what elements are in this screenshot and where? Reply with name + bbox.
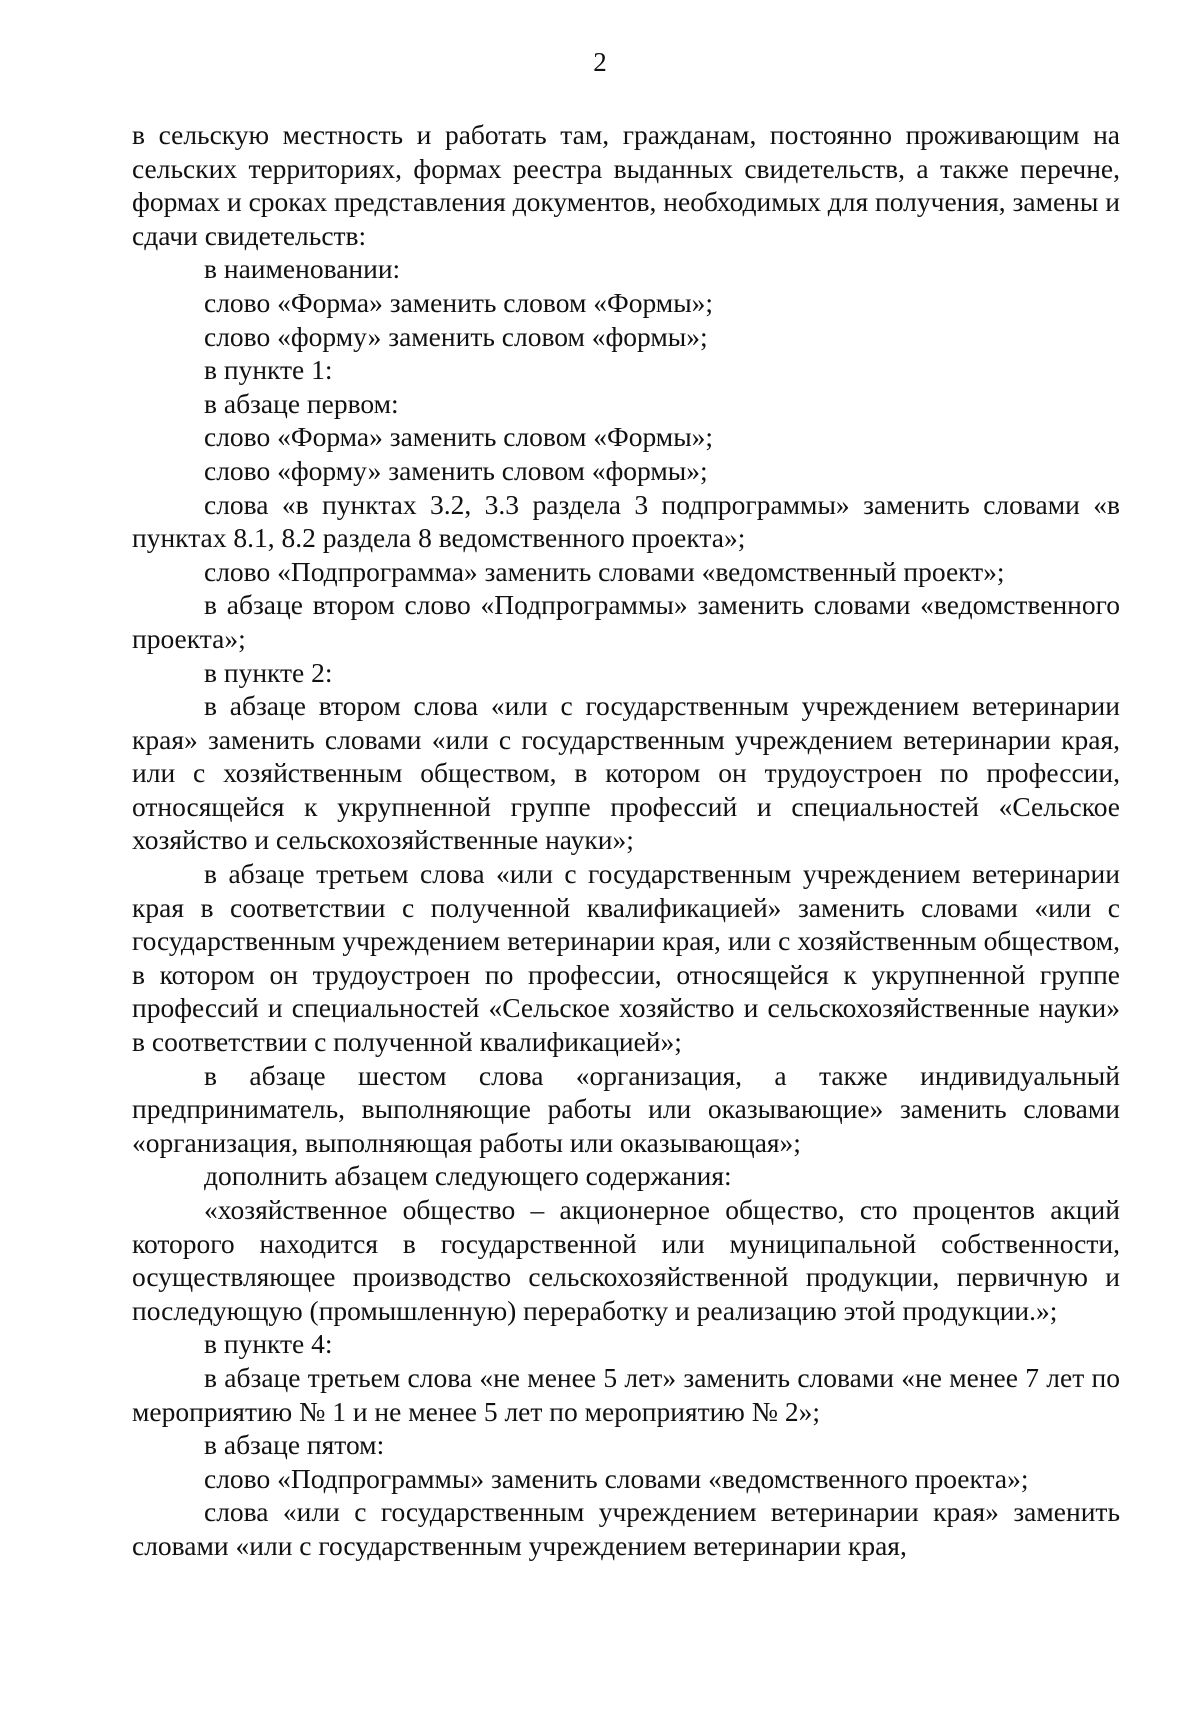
paragraph-9: слова «в пунктах 3.2, 3.3 раздела 3 подпрограммы» заменить словами «в пунктах 8.1, 8.2 раздела 8 ведомственного проекта»; (132, 488, 1120, 554)
paragraph-3: слово «Форма» заменить словом «Формы»; (204, 286, 714, 318)
paragraph-16: дополнить абзацем следующего содержания: (204, 1160, 732, 1192)
paragraph-5: в пункте 1: (204, 354, 333, 386)
paragraph-22: слова «или с государственным учреждением ветеринарии края» заменить словами «или с государственным учреждением ветеринарии края, (132, 1496, 1120, 1561)
paragraph-15: в абзаце шестом слова «организация, а также индивидуальный предприниматель, выполняющие работы или оказывающие» заменить словами «организация, выполняющая работы или оказывающая»; (132, 1059, 1120, 1158)
paragraph-7: слово «Форма» заменить словом «Формы»; (204, 421, 714, 453)
paragraph-18: в пункте 4: (204, 1328, 333, 1360)
paragraph-21: слово «Подпрограммы» заменить словами «ведомственного проекта»; (204, 1462, 1029, 1494)
paragraph-4: слово «форму» заменить словом «формы»; (204, 320, 708, 352)
paragraph-10: слово «Подпрограмма» заменить словами «ведомственный проект»; (204, 555, 1005, 587)
paragraph-8: слово «форму» заменить словом «формы»; (204, 454, 708, 486)
paragraph-17: «хозяйственное общество – акционерное общество, сто процентов акций которого находится в государственной или муниципальной собственности, осуществляющее производство сельскохозяйственной продукции, первичную и последующую (промышленную) переработку и реализацию этой продукции.»; (132, 1194, 1120, 1326)
paragraph-14: в абзаце третьем слова «или с государственным учреждением ветеринарии края в соответствии с полученной квалификацией» заменить словами «или с государственным учреждением ветеринарии края, или с хозяйственным обществом, в котором он трудоустроен по профессии, относящейся к укрупненной группе профессий и специальностей «Сельское хозяйство и сельскохозяйственные науки» в соответствии с полученной квалификацией»; (132, 858, 1120, 1058)
paragraph-20: в абзаце пятом: (204, 1429, 385, 1461)
paragraph-12: в пункте 2: (204, 656, 333, 688)
paragraph-2: в наименовании: (204, 253, 401, 285)
paragraph-13: в абзаце втором слова «или с государственным учреждением ветеринарии края» заменить словами «или с государственным учреждением ветеринарии края, или с хозяйственным обществом, в котором он трудоустроен по профессии, относящейся к укрупненной группе профессий и специальностей «Сельское хозяйство и сельскохозяйственные науки»; (132, 690, 1120, 856)
document-body (132, 118, 1120, 1563)
paragraph-11: в абзаце втором слово «Подпрограммы» заменить словами «ведомственного проекта»; (132, 589, 1120, 654)
page-number: 2 (593, 47, 607, 77)
paragraph-19: в абзаце третьем слова «не менее 5 лет» заменить словами «не менее 7 лет по мероприятию № 1 и не менее 5 лет по мероприятию № 2»; (132, 1361, 1120, 1427)
paragraph-1: в сельскую местность и работать там, гражданам, постоянно проживающим на сельских территориях, формах реестра выданных свидетельств, а также перечне, формах и сроках представления документов, необходимых для получения, замены и сдачи свидетельств: (132, 119, 1120, 251)
paragraph-6: в абзаце первом: (204, 387, 399, 419)
